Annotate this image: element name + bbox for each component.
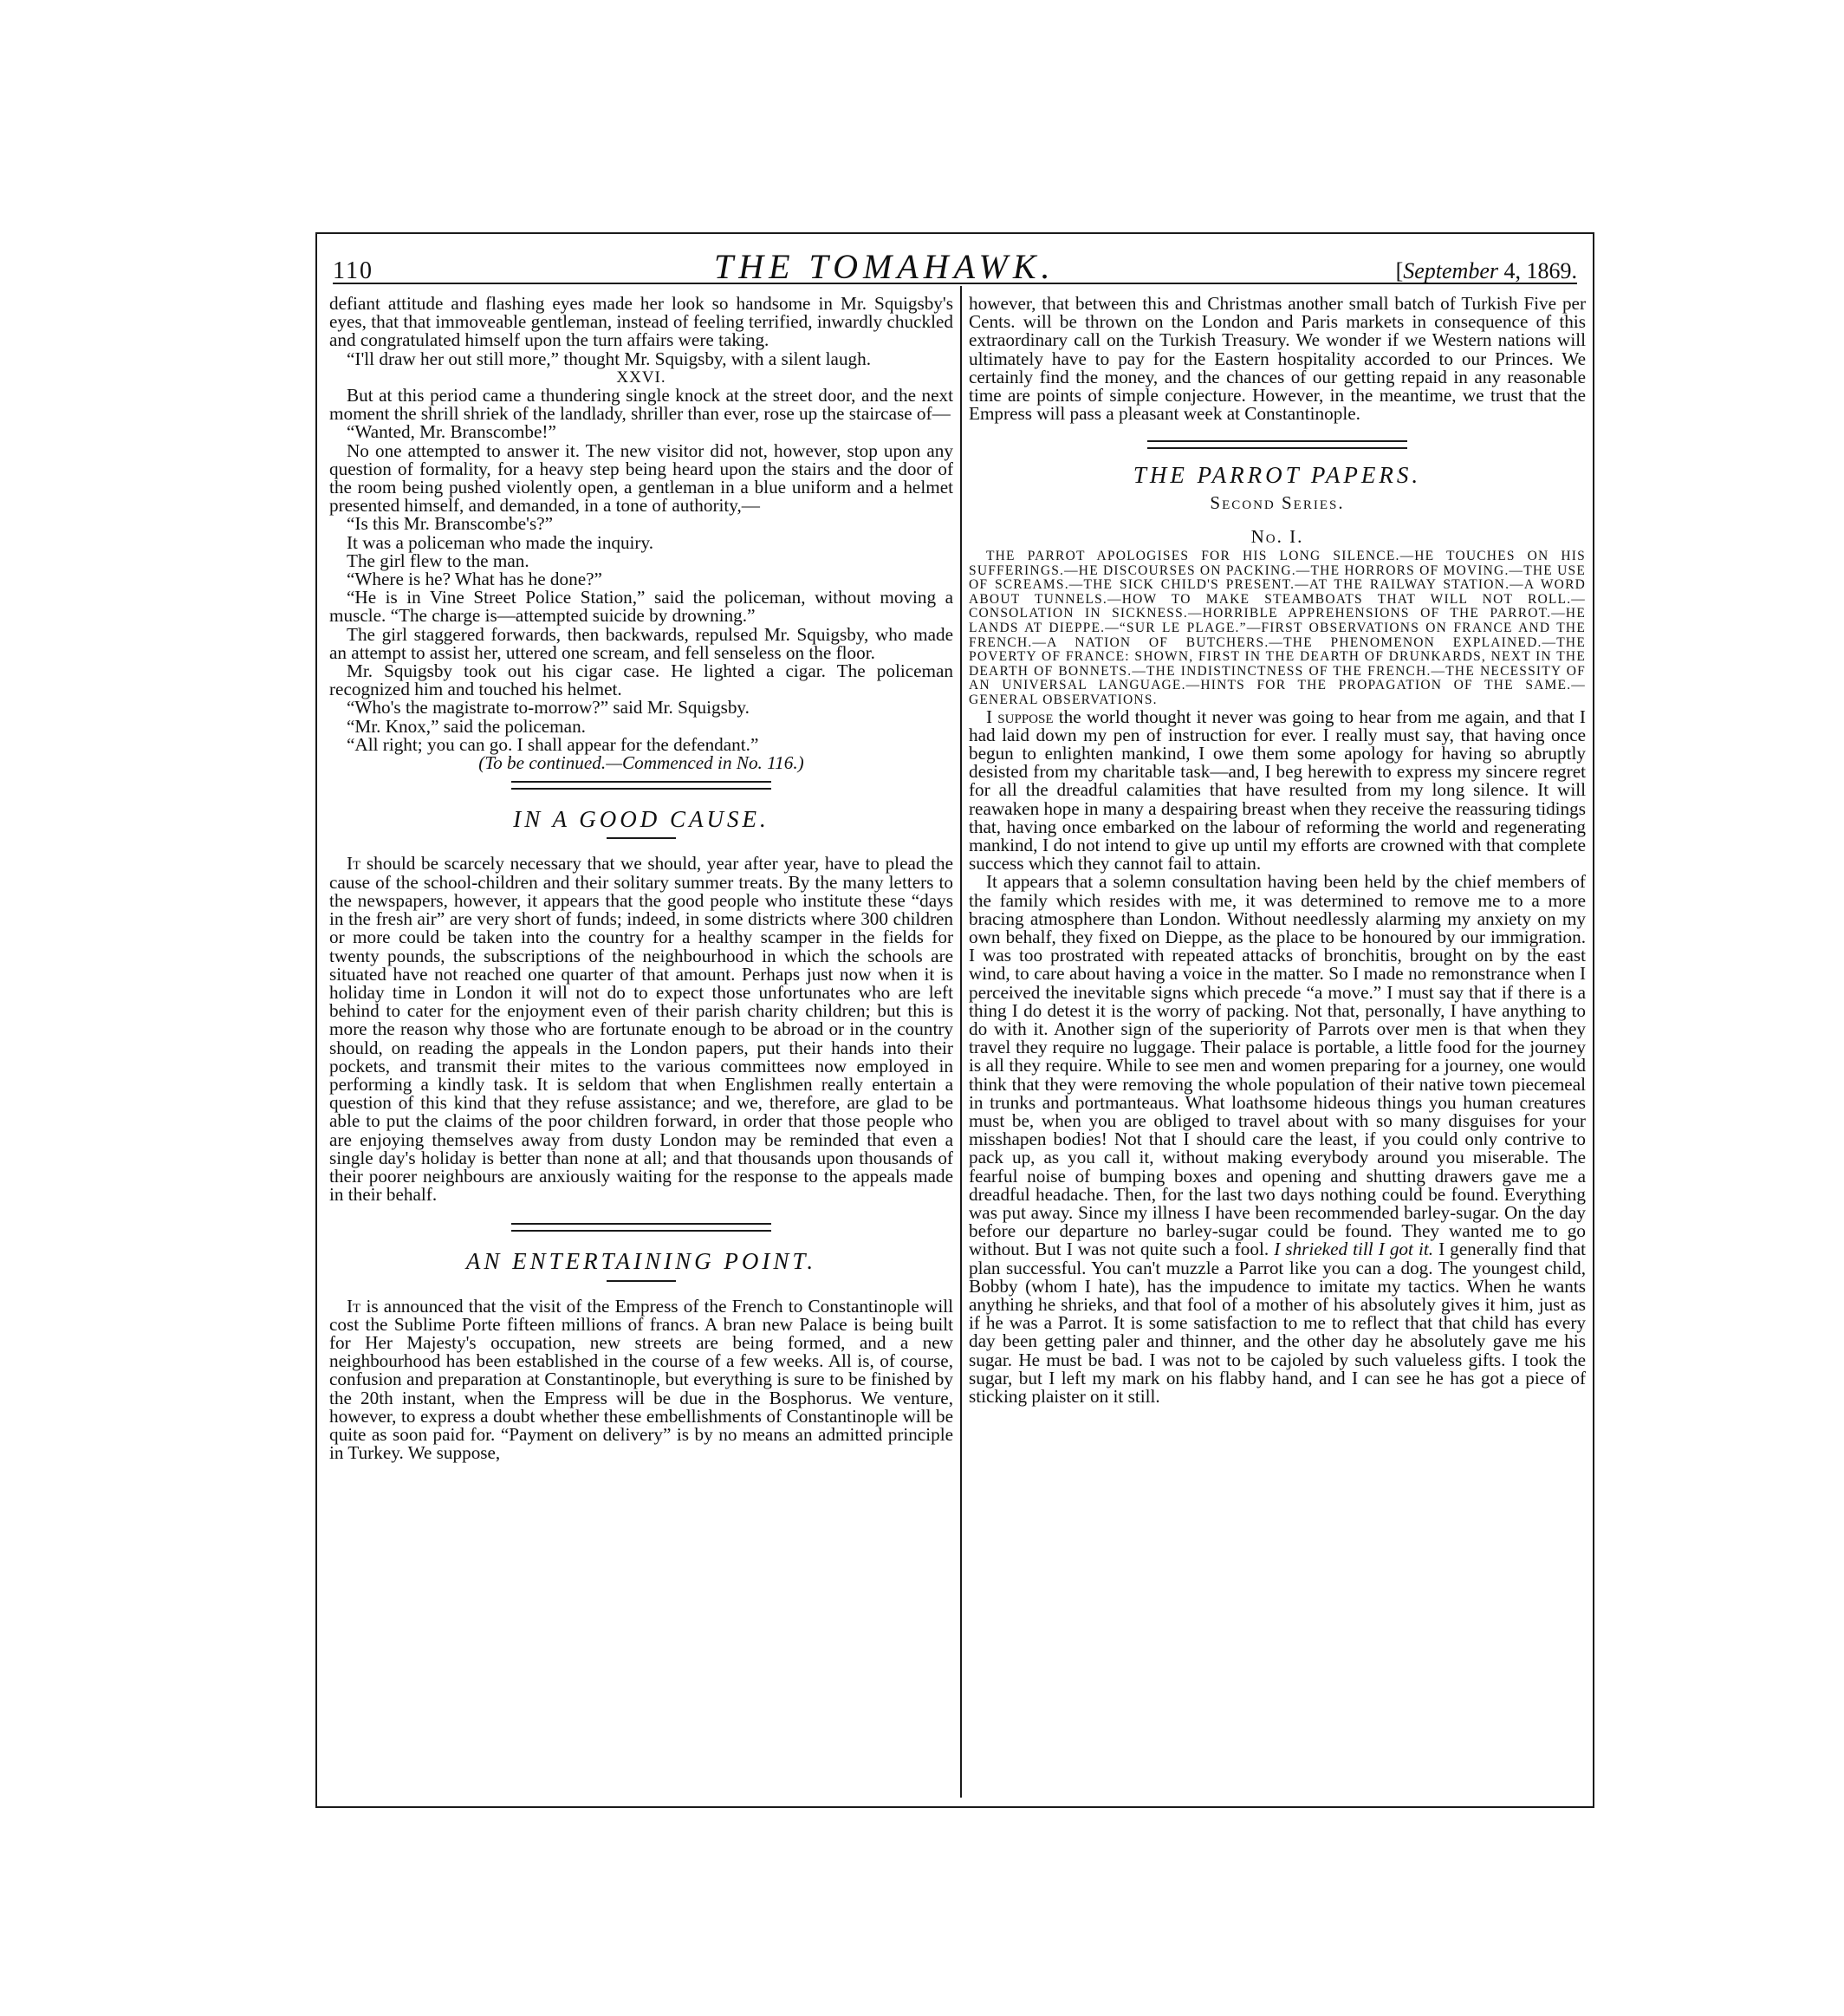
chapter-synopsis: THE PARROT APOLOGISES FOR HIS LONG SILENCE.—HE TOUCHES ON HIS SUFFERINGS.—HE DISCOURSES ON PACKING.—THE HORRORS OF MOVING.—THE USE OF SCREAMS.—THE SICK CHILD'S PRESENT.—AT THE RAILWAY STATION.—A WORD ABOUT TUNNELS.—HOW TO MAKE STEAMBOATS THAT WILL NOT ROLL.—CONSOLATION IN SICKNESS.—HORRIBLE APPREHENSIONS OF THE PARROT.—HE LANDS AT DIEPPE.—“SUR LE PLAGE.”—FIRST OBSERVATIONS ON FRANCE AND THE FRENCH.—A NATION OF BUTCHERS.—THE PHENOMENON EXPLAINED.—THE POVERTY OF FRANCE: SHOWN, FIRST IN THE DEARTH OF DRUNKARDS, NEXT IN THE DEARTH OF BONNETS.—THE INDISTINCTNESS OF THE FRENCH.—THE NECESSITY OF AN UNIVERSAL LANGUAGE.—HINTS FOR THE PROPAGATION OF THE SAME.—GENERAL OBSERVATIONS. xyxy=(969,549,1586,707)
dateline-day-year: 4, 1869. xyxy=(1498,258,1577,283)
chapter-numeral: XXVI. xyxy=(616,367,666,387)
parrot-paragraph xyxy=(969,873,1586,1406)
section-divider xyxy=(1147,440,1407,449)
chapter-paragraph: “Wanted, Mr. Branscombe!” xyxy=(347,421,556,443)
chapter-paragraph: “He is in Vine Street Police Station,” said the policeman, without moving a muscle. “The charge is—attempted suicide by drowning.” xyxy=(329,587,953,627)
dateline xyxy=(1396,258,1577,284)
column-divider xyxy=(960,286,962,1798)
article-text: is announced that the visit of the Empress of the French to Constantinople will cost the Sublime Porte fifteen millions of francs. A bran new Palace is being built for Her Majesty's occupation, new streets are being formed, and a new neighbourhood has been established in the course of a few weeks. All is, of course, confusion and preparation at Constantinople, but everything is sure to be finished by the 20th instant, when the Empress will be due in the Bosphorus. We venture, however, to express a doubt whether these embellishments of Constantinople will be quite as soon paid for. “Payment on delivery” is by no means an admitted principle in Turkey. We suppose, xyxy=(329,1295,953,1464)
chapter-paragraph: “Is this Mr. Branscombe's?” xyxy=(347,513,554,535)
chapter-paragraph: “Where is he? What has he done?” xyxy=(347,569,602,590)
article-title-good-cause: IN A GOOD CAUSE. xyxy=(513,806,769,833)
chapter-paragraph: “Who's the magistrate to-morrow?” said Mr. Squigsby. xyxy=(347,697,750,719)
title-rule xyxy=(607,1280,676,1282)
drop-word: It xyxy=(347,853,361,875)
drop-word: I suppose xyxy=(986,706,1054,727)
right-column xyxy=(969,295,1586,1789)
italic-phrase: I shrieked till I got it. xyxy=(1274,1239,1434,1260)
dateline-bracket: [ xyxy=(1395,258,1404,283)
chapter-paragraph: But at this period came a thundering single knock at the street door, and the next moment the shrill shriek of the landlady, shriller than ever, rose up the staircase of— xyxy=(329,385,953,425)
article-text: I generally find that plan successful. You can't muzzle a Parrot like you can a dog. The youngest child, Bobby (whom I hate), has the impudence to imitate my tactics. When he wants anything he shrieks, and that fool of a mother of his absolutely gives it him, just as if he was a Parrot. It is some satisfaction to me to reflect that that child has every day been getting paler and thinner, and the other day he absolutely gave me his sugar. He must be bad. I was not to be cajoled by such valueless gifts. I took the sugar, but I left my mark on his flabby hand, and I can see he has got a piece of sticking plaister on it still. xyxy=(969,1239,1586,1408)
chapter-paragraph: The girl flew to the man. xyxy=(347,550,529,571)
chapter-paragraph: No one attempted to answer it. The new visitor did not, however, stop upon any question of formality, for a heavy step being heard upon the stairs and the door of the room being pushed violently open, a gentleman in a blue uniform and a helmet presented himself, and demanded, in a tone of authority,— xyxy=(329,439,953,517)
article-text: It appears that a solemn consultation having been held by the chief members of the family which resides with me, it was determined to remove me to a more bracing atmosphere than London. Without needlessly alarming my anxiety on my own behalf, they fixed on Dieppe, as the place to be honoured by our immigration. I was too prostrated with repeated attacks of bronchitis, brought on by the east wind, to care about having a voice in the matter. So I made no remonstrance when I perceived the inevitable signs which precede “a move.” I must say that if there is a thing I do detest it is the worry of packing. Not that, personally, I have anything to do with it. Another sign of the superiority of Parrots over men is that when they travel they require no luggage. Their palace is portable, a little food for the journey is all they require. While to see men and women preparing for a journey, one would think that they were removing the whole population of their native town piecemeal in trunks and portmanteaus. What loathsome hideous things you human creatures must be, when you are obliged to travel about with so many disguises for your misshapen bodies! Not that I should care the least, if you could only contrive to pack up, as you call it, without making everybody around you miserable. The fearful noise of bumping boxes and opening and shutting drawers gave me a dreadful headache. Then, for the last two days nothing could be found. Everything was put away. Since my illness I have been recommended barley-sugar. On the day before our departure no barley-sugar could be found. They wanted me to go without. But I was not quite such a fool. xyxy=(969,871,1586,1260)
chapter-paragraph: “All right; you can go. I shall appear for the defendant.” xyxy=(347,733,759,755)
newspaper-page xyxy=(315,232,1594,1808)
masthead: THE TOMAHAWK. xyxy=(713,247,1055,286)
article-body-entertaining-point xyxy=(329,1297,953,1463)
article-text: should be scarcely necessary that we should, year after year, have to plead the cause of the school-children and their solitary summer treats. By the many letters to the newspapers, however, it appears that the good people who institute these “days in the fresh air” are very short of funds; indeed, in some districts where 300 children or more could be taken into the country for a healthy scamper in the fields for twenty pounds, the subscriptions of the neighbourhood in which the schools are situated have not reached one quarter of that amount. Perhaps just now when it is holiday time in London it will not do to expect those unfortunates who are left behind to cater for the enjoyment even of their parish charity children; but this is more the reason why those who are fortunate enough to be abroad or in the country should, on reading the appeals in the London papers, put their hands into their pockets, and transmit their mites to the various committees now employed in performing a kindly task. It is seldom that when Englishmen really entertain a question of this kind that they refuse assistance; and we, therefore, are glad to be able to put the claims of the poor children forward, in order that those people who are enjoying themselves away from dusty London may be reminded that even a single day's holiday is better than none at all; and that thousands upon thousands of their poorer neighbours are anxiously waiting for the response to the appeals made in their behalf. xyxy=(329,853,953,1206)
dateline-month: September xyxy=(1403,258,1498,283)
chapter-paragraph: “Mr. Knox,” said the policeman. xyxy=(347,715,586,737)
parrot-paragraph xyxy=(969,708,1586,874)
chapter-paragraph: Mr. Squigsby took out his cigar case. He lighted a cigar. The policeman recognized him and touched his helmet. xyxy=(329,660,953,700)
drop-word: It xyxy=(347,1295,361,1317)
page-number: 110 xyxy=(333,257,373,284)
left-column xyxy=(329,295,953,1789)
story-paragraph: “I'll draw her out still more,” thought Mr. Squigsby, with a silent laugh. xyxy=(347,348,872,369)
article-body-good-cause xyxy=(329,855,953,1204)
chapter-paragraph: The girl staggered forwards, then backwards, repulsed Mr. Squigsby, who made an attempt to assist her, uttered one scream, and fell senseless on the floor. xyxy=(329,623,953,663)
number-line: No. I. xyxy=(1250,525,1304,547)
continuation-paragraph: however, that between this and Christmas another small batch of Turkish Five per Cents. will be thrown on the London and Paris markets in consequence of this extraordinary call on the Turkish Treasury. We wonder if we Western nations will ultimately have to pay for the Eastern hospitality accorded to our Princes. We certainly find the money, and the chances of our getting repaid in any reasonable time are points of simple conjecture. However, in the meantime, we trust that the Empress will pass a pleasant week at Constantinople. xyxy=(969,295,1586,425)
article-title-entertaining-point: AN ENTERTAINING POINT. xyxy=(465,1248,817,1275)
section-divider xyxy=(511,781,771,790)
article-text: the world thought it never was going to hear from me again, and that I had laid down my pen of instruction for ever. I really must say, that having once begun to enlighten mankind, I owe them some apology for having so abruptly desisted from my charitable task—and, I beg herewith to express my sincere regret for all the dreadful calamities that have resulted from my long silence. It will reawaken hope in many a despairing breast when they receive the reassuring tidings that, having once embarked on the labour of reforming the world and regenerating mankind, I do not intend to give up until my efforts are crowned with that complete success which they cannot fail to attain. xyxy=(969,706,1586,875)
article-title-parrot-papers: THE PARROT PAPERS. xyxy=(1133,462,1422,489)
title-rule xyxy=(607,837,676,839)
series-subtitle: Second Series. xyxy=(1210,491,1345,513)
page-header xyxy=(333,246,1577,284)
continued-note: (To be continued.—Commenced in No. 116.) xyxy=(478,752,804,774)
section-divider xyxy=(511,1223,771,1232)
chapter-paragraph: It was a policeman who made the inquiry. xyxy=(347,531,654,553)
story-paragraph: defiant attitude and flashing eyes made her look so handsome in Mr. Squigsby's eyes, that that immoveable gentleman, instead of feeling terrified, inwardly chuckled and congratulated himself upon the turn affairs were taking. xyxy=(329,295,953,351)
